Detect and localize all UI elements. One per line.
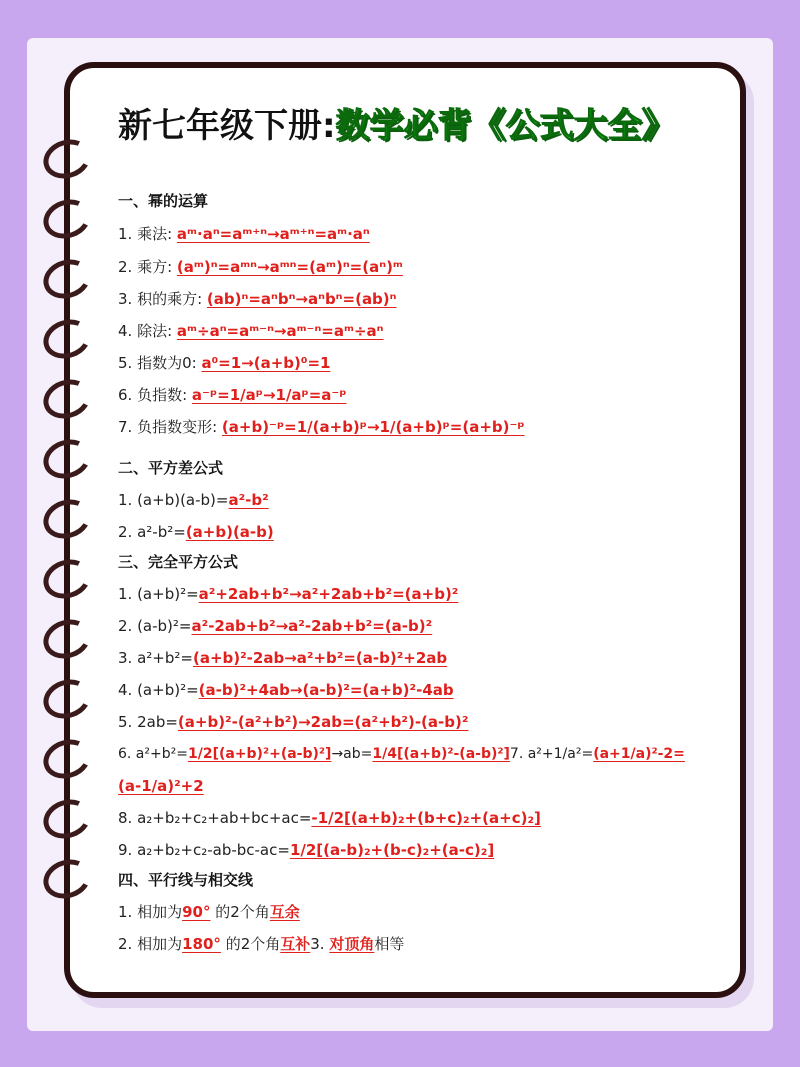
formula-prefix: 5. 指数为0:: [118, 354, 197, 372]
formula-answer: 1/4[(a+b)²-(a-b)²]: [372, 746, 510, 762]
formula-line: [118, 772, 204, 800]
formula-line: [118, 580, 458, 608]
title-part-1: 新七年级下册:: [118, 106, 336, 146]
formula-answer: (a+b)²-(a²+b²)→2ab=(a²+b²)-(a-b)²: [177, 713, 469, 731]
formula-prefix: 4. (a+b)²=: [118, 681, 199, 699]
formula-answer: a²-b²: [228, 491, 269, 509]
section-heading: 三、完全平方公式: [118, 553, 239, 571]
page-title: [118, 96, 718, 156]
formula-mid: →ab=: [331, 746, 373, 762]
formula-prefix: 7. 负指数变形:: [118, 418, 218, 436]
title-part-2: 数学必背: [335, 106, 472, 146]
formula-line: [118, 253, 403, 281]
formula-answer: 互补: [280, 935, 311, 953]
formula-answer: a⁰=1→(a+b)⁰=1: [201, 354, 331, 372]
formula-answer: (a+b)²-2ab→a²+b²=(a-b)²+2ab: [192, 649, 448, 667]
formula-prefix: 2. 相加为: [118, 935, 183, 953]
formula-answer: -1/2[(a+b)₂+(b+c)₂+(a+c)₂]: [311, 809, 541, 827]
formula-answer: 互余: [269, 903, 300, 921]
section-heading: 二、平方差公式: [118, 459, 224, 477]
formula-prefix: 3. 积的乘方:: [118, 290, 203, 308]
section-heading: 一、幂的运算: [118, 192, 209, 210]
formula-line: [118, 804, 541, 832]
formula-line: [118, 644, 447, 672]
formula-line: [118, 930, 404, 958]
formula-answer: a²-2ab+b²→a²-2ab+b²=(a-b)²: [191, 617, 433, 635]
formula-line: [118, 317, 383, 345]
formula-prefix: 5. 2ab=: [118, 713, 178, 731]
formula-line: [118, 220, 370, 248]
formula-line: [118, 413, 525, 441]
formula-answer: aᵐ÷aⁿ=aᵐ⁻ⁿ→aᵐ⁻ⁿ=aᵐ÷aⁿ: [176, 322, 384, 340]
formula-line: [118, 612, 432, 640]
formula-prefix: 2. (a-b)²=: [118, 617, 192, 635]
formula-answer: 90°: [182, 903, 211, 921]
formula-prefix: 1. (a+b)²=: [118, 585, 199, 603]
formula-answer: 180°: [182, 935, 221, 953]
formula-answer: 对顶角: [329, 935, 375, 953]
section-heading: 四、平行线与相交线: [118, 871, 254, 889]
formula-tail: 3.: [310, 935, 330, 953]
formula-answer: 1/2[(a-b)₂+(b-c)₂+(a-c)₂]: [289, 841, 495, 859]
formula-answer: (a-1/a)²+2: [118, 777, 204, 795]
formula-line: [118, 518, 274, 546]
formula-prefix: 1. (a+b)(a-b)=: [118, 491, 229, 509]
formula-end: 相等: [374, 935, 405, 953]
formula-line: [118, 285, 397, 313]
formula-line: [118, 740, 685, 768]
formula-prefix: 4. 除法:: [118, 322, 173, 340]
formula-prefix: 8. a₂+b₂+c₂+ab+bc+ac=: [118, 809, 312, 827]
formula-line: [118, 708, 468, 736]
formula-prefix: 9. a₂+b₂+c₂-ab-bc-ac=: [118, 841, 290, 859]
formula-prefix: 2. a²-b²=: [118, 523, 186, 541]
formula-tail: 7. a²+1/a²=: [509, 746, 594, 762]
formula-mid: 的2个角: [215, 903, 270, 921]
formula-prefix: 6. a²+b²=: [118, 746, 188, 762]
formula-answer: (a+b)(a-b): [185, 523, 274, 541]
formula-prefix: 3. a²+b²=: [118, 649, 193, 667]
formula-prefix: 1. 相加为: [118, 903, 183, 921]
title-part-3: 《公式大全》: [471, 106, 676, 146]
formula-answer: (ab)ⁿ=aⁿbⁿ→aⁿbⁿ=(ab)ⁿ: [206, 290, 397, 308]
formula-prefix: 2. 乘方:: [118, 258, 173, 276]
formula-answer: a²+2ab+b²→a²+2ab+b²=(a+b)²: [198, 585, 459, 603]
formula-line: [118, 898, 300, 926]
formula-answer: aᵐ·aⁿ=aᵐ⁺ⁿ→aᵐ⁺ⁿ=aᵐ·aⁿ: [176, 225, 370, 243]
formula-mid: 的2个角: [225, 935, 281, 953]
formula-prefix: 1. 乘法:: [118, 225, 173, 243]
formula-line: [118, 486, 269, 514]
formula-answer: (a+b)⁻ᵖ=1/(a+b)ᵖ→1/(a+b)ᵖ=(a+b)⁻ᵖ: [221, 418, 525, 436]
formula-answer: (a-b)²+4ab→(a-b)²=(a+b)²-4ab: [198, 681, 454, 699]
formula-answer: a⁻ᵖ=1/aᵖ→1/aᵖ=a⁻ᵖ: [191, 386, 347, 404]
formula-line: [118, 676, 454, 704]
formula-answer: (aᵐ)ⁿ=aᵐⁿ→aᵐⁿ=(aᵐ)ⁿ=(aⁿ)ᵐ: [176, 258, 403, 276]
formula-prefix: 6. 负指数:: [118, 386, 188, 404]
formula-line: [118, 349, 330, 377]
formula-answer: (a+1/a)²-2=: [593, 746, 685, 762]
formula-line: [118, 836, 494, 864]
formula-line: [118, 381, 347, 409]
formula-answer: 1/2[(a+b)²+(a-b)²]: [187, 746, 332, 762]
